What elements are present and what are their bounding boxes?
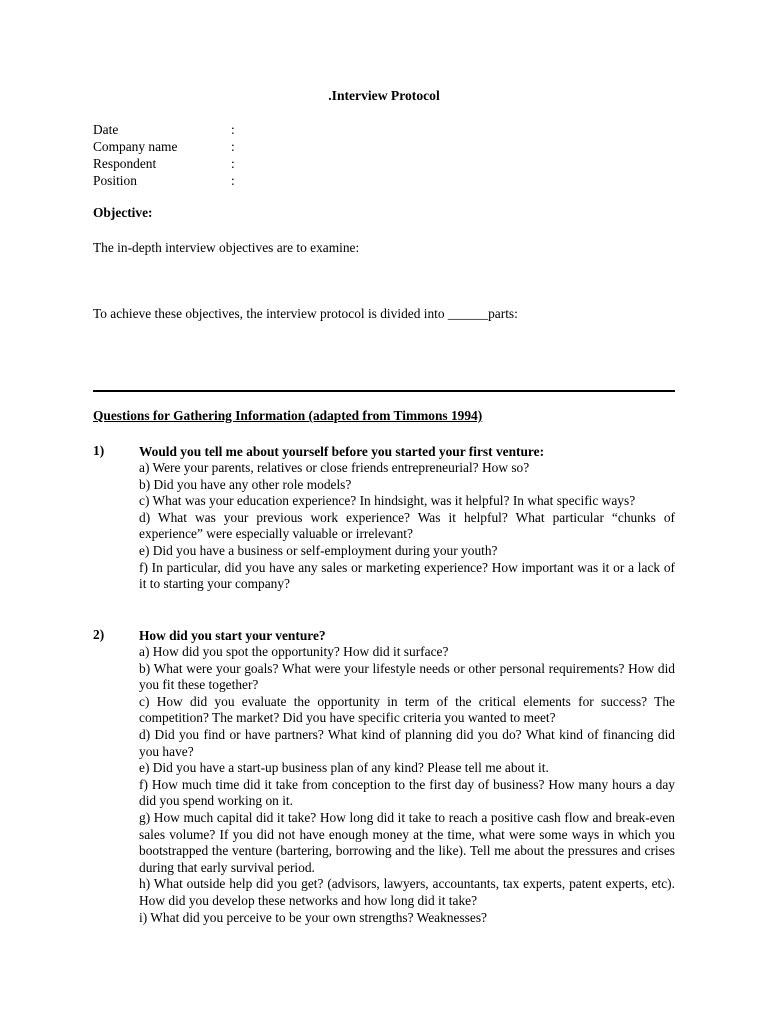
question-2	[93, 627, 675, 926]
question-items	[139, 644, 675, 926]
field-separator: :	[231, 173, 235, 188]
list-item: d) Did you find or have partners? What kind of planning did you do? What kind of financing did you have?	[139, 726, 675, 759]
question-title: How did you start your venture?	[139, 628, 326, 643]
list-item: f) In particular, did you have any sales or marketing experience? How important was it or a lack of it to starting your company?	[139, 559, 675, 592]
list-item: h) What outside help did you get? (advisors, lawyers, accountants, tax experts, patent experts, etc). How did you develop these networks and how long did it take?	[139, 876, 675, 908]
list-item: a) How did you spot the opportunity? How did it surface?	[139, 644, 449, 659]
list-item: b) What were your goals? What were your lifestyle needs or other personal requirements? How did you fit these together?	[139, 660, 675, 693]
list-item: b) Did you have any other role models?	[139, 476, 352, 492]
list-item: i) What did you perceive to be your own strengths? Weaknesses?	[139, 909, 487, 925]
section-heading: Questions for Gathering Information (adapted from Timmons 1994)	[93, 408, 483, 423]
list-item: d) What was your previous work experience? Was it helpful? What particular “chunks of experience” were especially valuable or irrelevant?	[139, 509, 675, 542]
respondent-info-fields	[93, 121, 393, 189]
list-item: a) Were your parents, relatives or close friends entrepreneurial? How so?	[139, 460, 530, 475]
list-item: e) Did you have a business or self-employment during your youth?	[139, 542, 498, 558]
list-item: g) How much capital did it take? How long did it take to reach a positive cash flow and break-even sales volume? If you did not have enough money at the time, what were some ways in which you bootstrapped the venture (bartering, borrowing and the like). Tell me about the pressures and crises during that early survival period.	[139, 809, 675, 875]
field-company-name	[93, 138, 393, 155]
question-number: 1)	[93, 443, 105, 458]
field-separator: :	[231, 139, 235, 154]
list-item: c) How did you evaluate the opportunity in term of the critical elements for success? The competition? The market? Did you have specific criteria you wanted to meet?	[139, 693, 675, 726]
document-title: .Interview Protocol	[328, 88, 440, 103]
field-date	[93, 121, 393, 138]
field-separator: :	[231, 156, 235, 171]
list-item: c) What was your education experience? In hindsight, was it helpful? In what specific ways?	[139, 493, 636, 509]
objective-heading: Objective:	[93, 205, 153, 220]
field-position	[93, 172, 393, 189]
field-separator: :	[231, 122, 235, 137]
field-respondent	[93, 155, 393, 172]
parts-text: To achieve these objectives, the interview protocol is divided into ______parts:	[93, 306, 518, 321]
objective-text: The in-depth interview objectives are to examine:	[93, 240, 360, 255]
question-1	[93, 443, 675, 593]
question-title: Would you tell me about yourself before you started your first venture:	[139, 444, 545, 459]
field-label: Date	[93, 122, 119, 137]
field-label: Company name	[93, 139, 178, 154]
question-items	[139, 460, 675, 593]
question-number: 2)	[93, 627, 105, 642]
list-item: f) How much time did it take from conception to the first day of business? How many hours a day did you spend working on it.	[139, 776, 675, 809]
list-item: e) Did you have a start-up business plan of any kind? Please tell me about it.	[139, 760, 549, 776]
horizontal-divider	[93, 390, 675, 392]
field-label: Position	[93, 173, 137, 188]
field-label: Respondent	[93, 156, 157, 171]
